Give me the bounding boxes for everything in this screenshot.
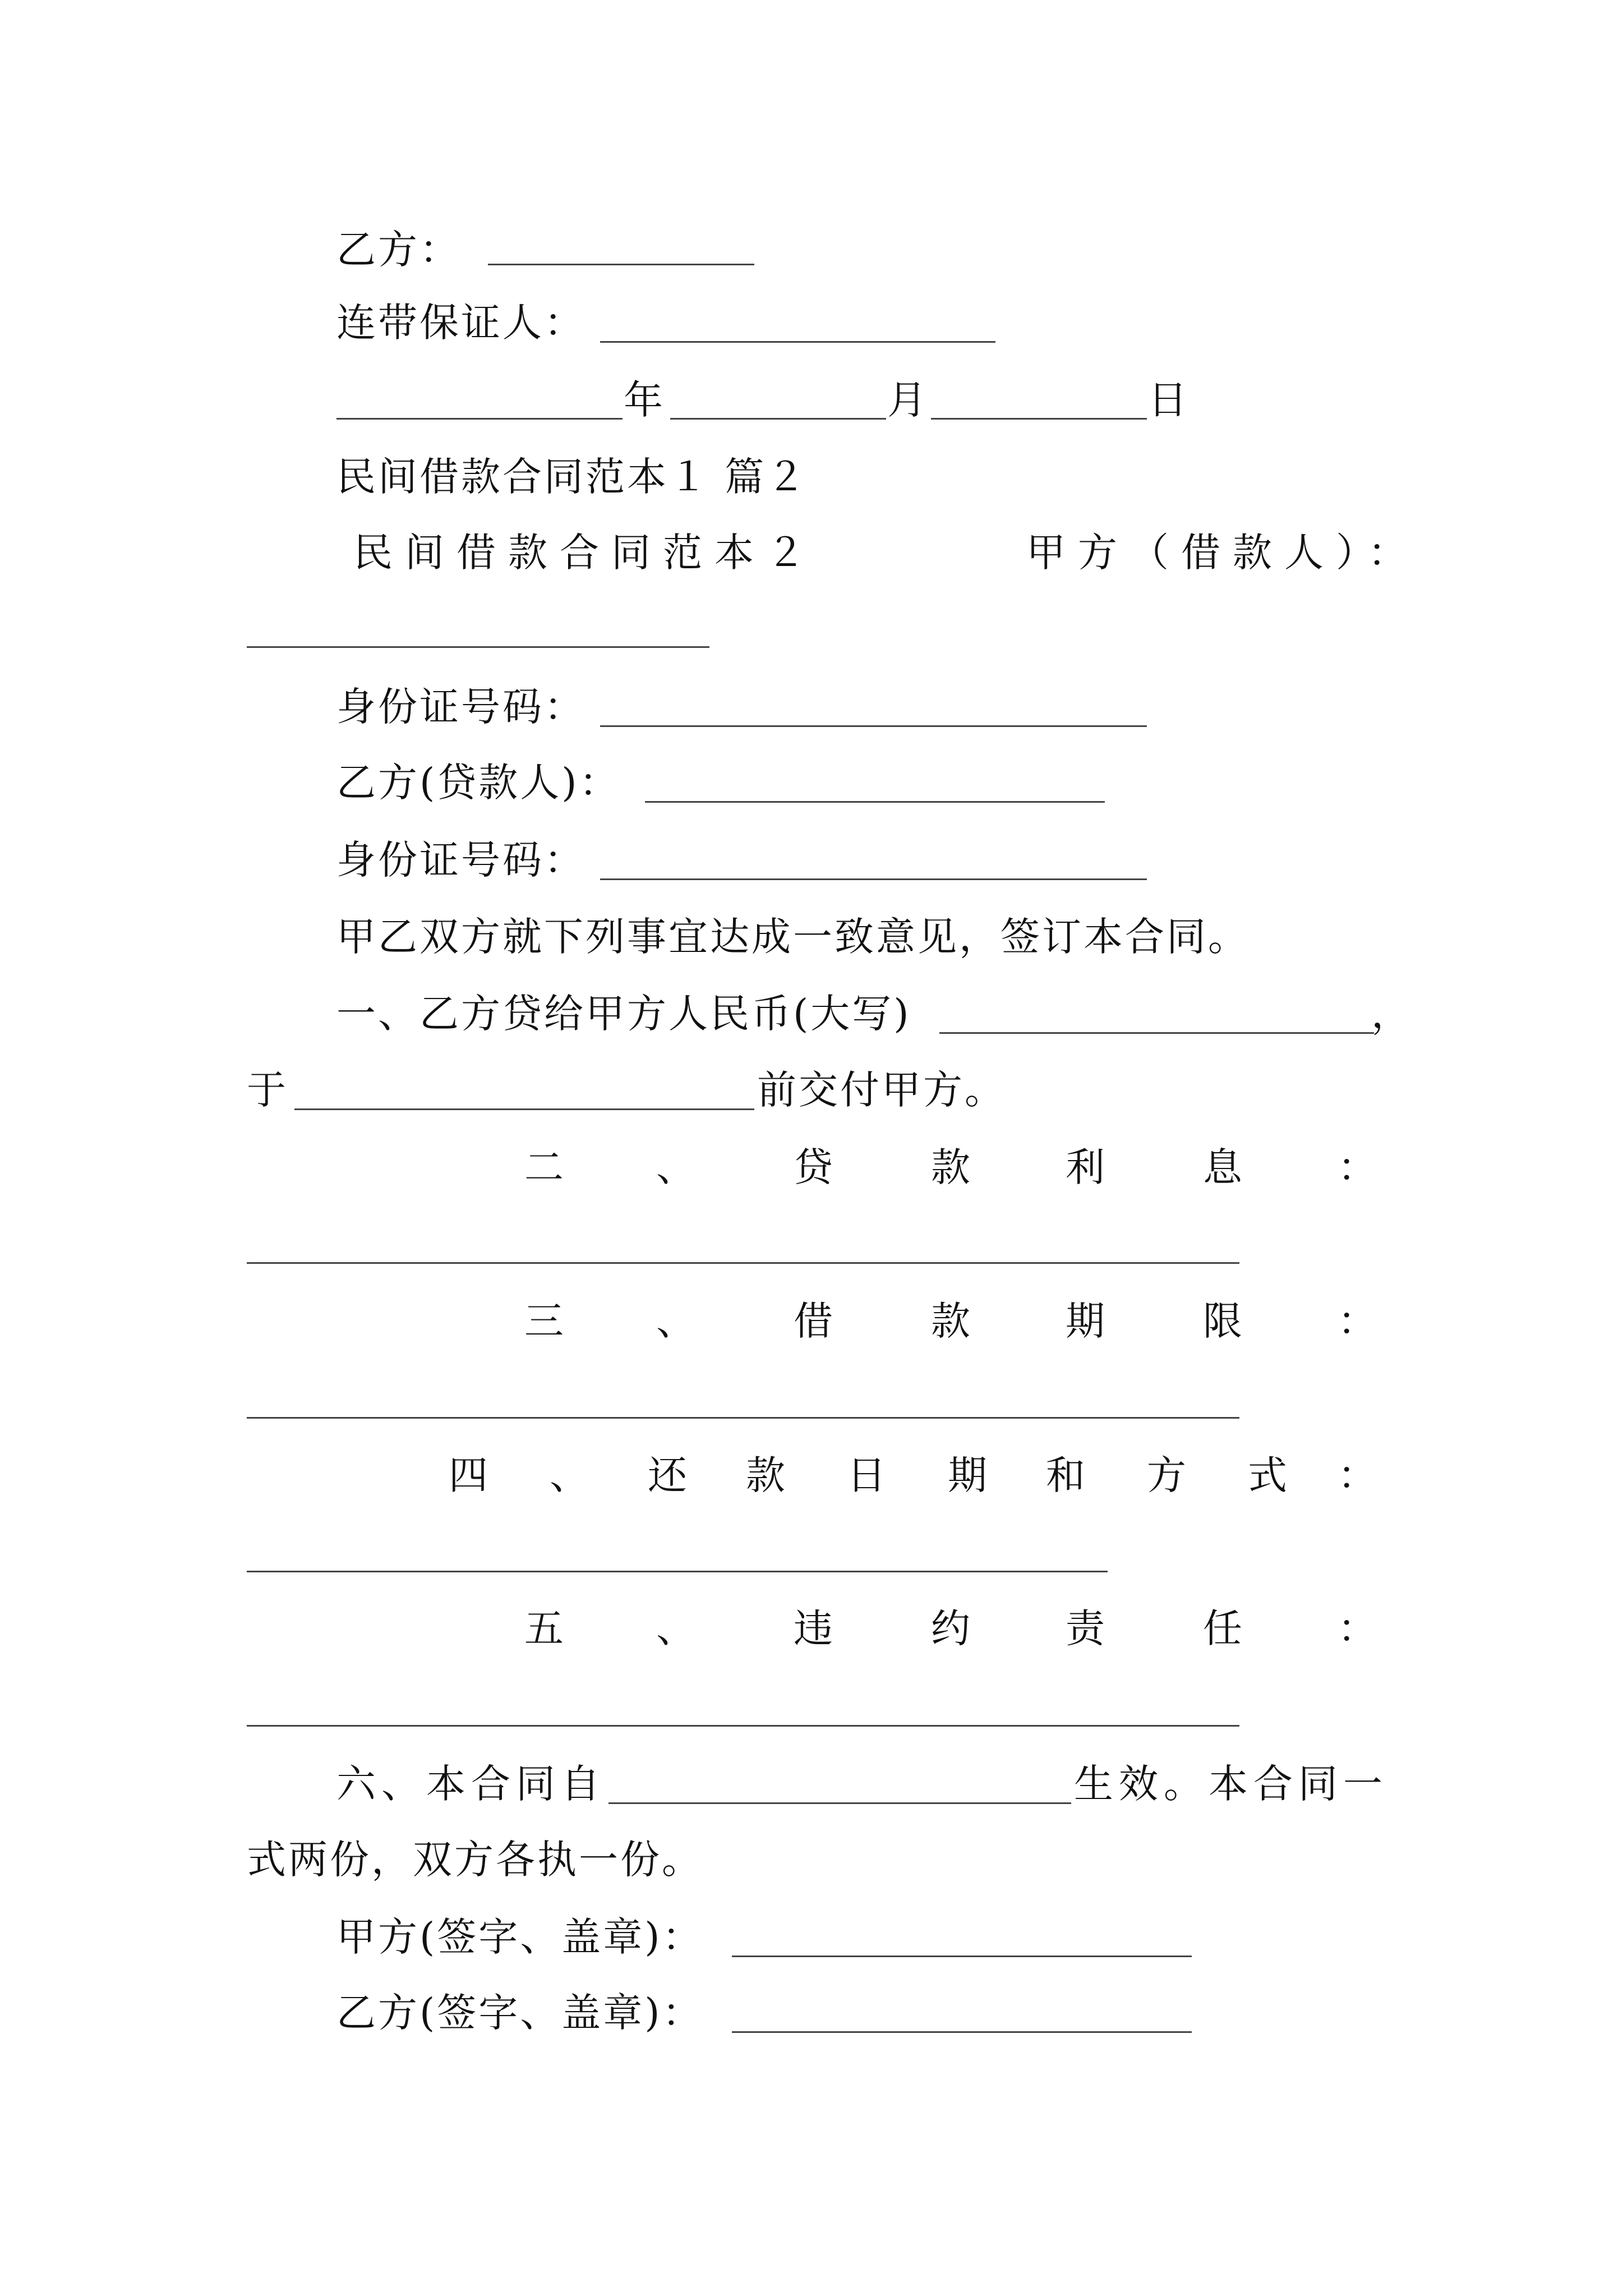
clause-5-blank xyxy=(247,1725,1239,1727)
signature-b-blank xyxy=(732,2031,1192,2033)
signature-a-label: 甲方(签字、盖章)： xyxy=(336,1914,704,1960)
date-month-blank xyxy=(670,418,886,420)
clause-1-suffix: 前交付甲方。 xyxy=(757,1067,1006,1113)
date-year-blank xyxy=(336,418,623,420)
party-b-lender-blank xyxy=(645,801,1105,803)
clause-1-comma: ， xyxy=(1371,991,1413,1037)
clause-5-char: 责 xyxy=(1066,1605,1105,1651)
clause-5-char: ： xyxy=(1338,1605,1377,1651)
clause-4-char: 还 xyxy=(648,1452,687,1498)
clause-2-char: 二 xyxy=(524,1144,564,1190)
clause-3-char: 期 xyxy=(1066,1298,1105,1344)
clause-2-char: 息 xyxy=(1203,1144,1242,1190)
clause-6-line-2: 式两份，双方各执一份。 xyxy=(247,1837,703,1883)
date-year-label: 年 xyxy=(624,377,665,423)
clause-4-char: 四 xyxy=(449,1452,488,1498)
party-b-blank xyxy=(488,264,754,265)
signature-a-blank xyxy=(732,1955,1192,1957)
id-number-label-1: 身份证号码： xyxy=(336,684,585,730)
clause-3-blank xyxy=(247,1417,1239,1419)
party-a-borrower-label: 甲方（借款人）： xyxy=(1026,530,1419,576)
clause-2-char: ： xyxy=(1338,1144,1377,1190)
contract-title: 民间借款合同范本２ xyxy=(353,530,818,576)
clause-4-char: ： xyxy=(1338,1452,1377,1498)
clause-4-char: 、 xyxy=(550,1452,589,1498)
agreement-text: 甲乙双方就下列事宜达成一致意见，签订本合同。 xyxy=(336,914,1249,960)
clause-4-char: 期 xyxy=(948,1452,987,1498)
party-b-label: 乙方： xyxy=(336,227,461,273)
clause-3-char: 三 xyxy=(524,1298,564,1344)
clause-4-char: 方 xyxy=(1147,1452,1186,1498)
guarantor-blank xyxy=(600,341,995,343)
clause-6-blank xyxy=(608,1802,1071,1804)
clause-5-char: 五 xyxy=(524,1605,564,1651)
id-number-label-2: 身份证号码： xyxy=(336,837,585,883)
clause-5-char: 违 xyxy=(794,1605,833,1651)
clause-5-char: 任 xyxy=(1203,1605,1242,1651)
clause-4-blank xyxy=(247,1571,1108,1572)
clause-1-date-blank xyxy=(294,1108,754,1110)
date-day-label: 日 xyxy=(1148,377,1189,423)
id-number-blank-2 xyxy=(600,878,1147,880)
clause-4-char: 和 xyxy=(1046,1452,1085,1498)
clause-3-char: 借 xyxy=(794,1298,833,1344)
clause-1-amount-blank xyxy=(939,1032,1374,1034)
party-a-blank xyxy=(247,646,709,648)
section-heading: 民间借款合同范本１ 篇２ xyxy=(336,454,808,500)
id-number-blank-1 xyxy=(600,725,1147,727)
clause-2-char: 款 xyxy=(931,1144,970,1190)
signature-b-label: 乙方(签字、盖章)： xyxy=(336,1990,704,2036)
clause-4-char: 式 xyxy=(1248,1452,1287,1498)
clause-5-char: 约 xyxy=(931,1605,970,1651)
clause-2-char: 利 xyxy=(1066,1144,1105,1190)
clause-2-char: 、 xyxy=(656,1144,695,1190)
clause-3-char: 款 xyxy=(931,1298,970,1344)
clause-4-char: 日 xyxy=(847,1452,886,1498)
clause-1-prefix: 于 xyxy=(247,1067,288,1113)
guarantor-label: 连带保证人： xyxy=(336,300,585,346)
date-day-blank xyxy=(931,418,1147,420)
clause-2-blank xyxy=(247,1262,1239,1264)
clause-6-prefix: 六、本合同自 xyxy=(336,1761,606,1807)
clause-3-char: ： xyxy=(1338,1298,1377,1344)
clause-3-char: 限 xyxy=(1203,1298,1242,1344)
clause-6-suffix: 生效。本合同一 xyxy=(1074,1761,1388,1807)
clause-3-char: 、 xyxy=(656,1298,695,1344)
clause-1-text: 一、乙方贷给甲方人民币(大写) xyxy=(336,991,911,1037)
party-b-lender-label: 乙方(贷款人)： xyxy=(336,760,621,806)
clause-5-char: 、 xyxy=(656,1605,695,1651)
clause-2-char: 贷 xyxy=(794,1144,833,1190)
clause-4-char: 款 xyxy=(746,1452,785,1498)
date-month-label: 月 xyxy=(887,377,929,423)
